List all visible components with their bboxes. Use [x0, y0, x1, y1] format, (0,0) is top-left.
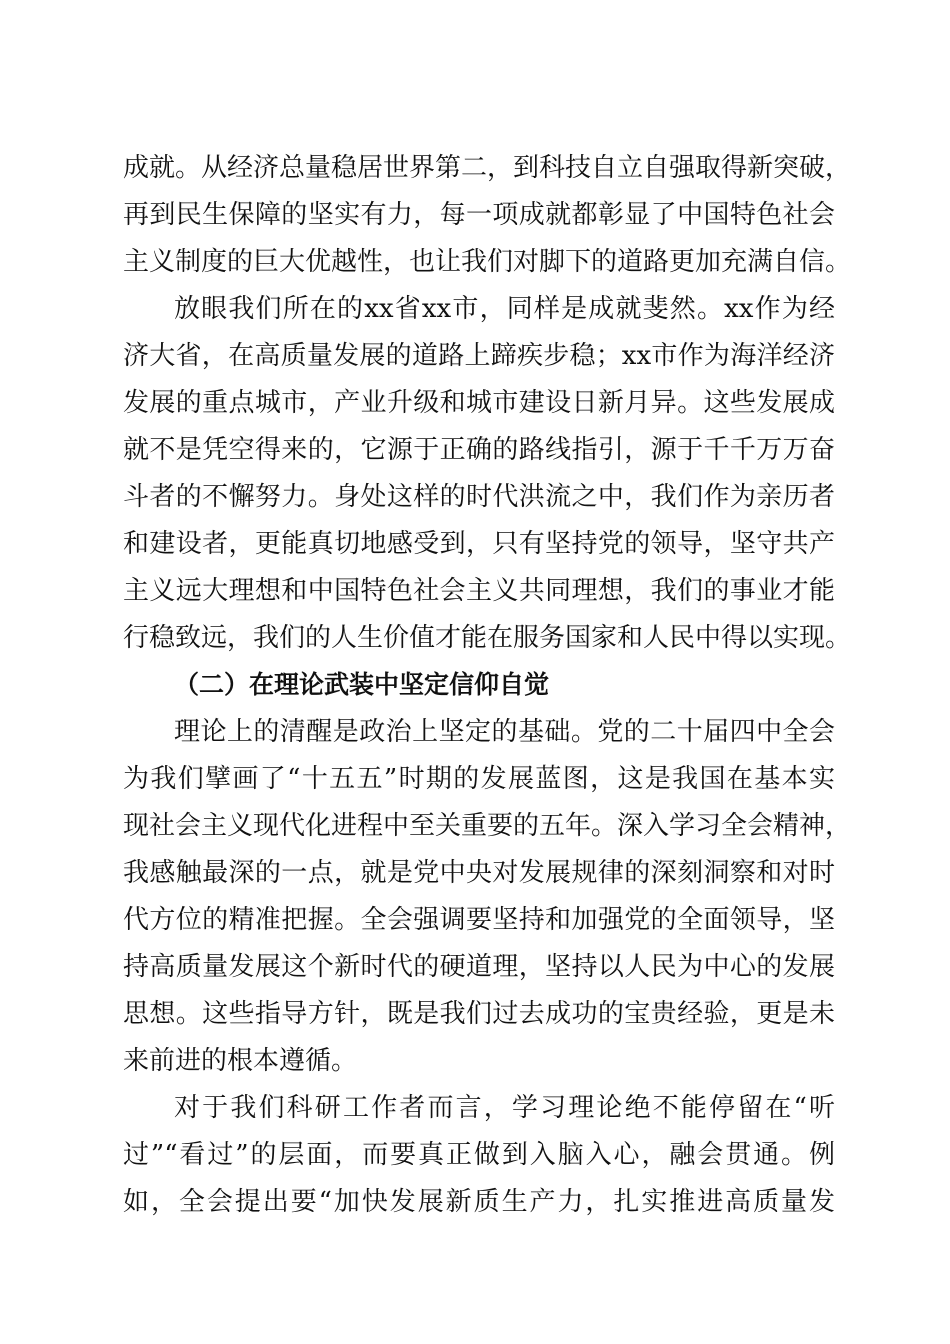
- paragraph-line: 行稳致远，我们的人生价值才能在服务国家和人民中得以实现。: [123, 623, 852, 653]
- paragraph-line: 济大省，在高质量发展的道路上蹄疾步稳；xx市作为海洋经济: [123, 341, 835, 371]
- paragraph-line: 就不是凭空得来的，它源于正确的路线指引，源于千千万万奋: [123, 435, 835, 465]
- paragraph-line: 我感触最深的一点，就是党中央对发展规律的深刻洞察和对时: [123, 858, 835, 888]
- paragraph-line: 主义远大理想和中国特色社会主义共同理想，我们的事业才能: [123, 576, 835, 606]
- paragraph-line: 代方位的精准把握。全会强调要坚持和加强党的全面领导，坚: [123, 905, 835, 935]
- section-heading: （二）在理论武装中坚定信仰自觉: [174, 670, 550, 699]
- paragraph-line: 持高质量发展这个新时代的硬道理，坚持以人民为中心的发展: [123, 952, 835, 982]
- paragraph-line: 过”“看过”的层面，而要真正做到入脑入心，融会贯通。例: [123, 1140, 835, 1170]
- paragraph-line: 为我们擘画了“十五五”时期的发展蓝图，这是我国在基本实: [123, 764, 835, 794]
- paragraph-line: 放眼我们所在的xx省xx市，同样是成就斐然。xx作为经: [174, 294, 835, 324]
- paragraph-line: 和建设者，更能真切地感受到，只有坚持党的领导，坚守共产: [123, 529, 835, 559]
- paragraph-line: 来前进的根本遵循。: [123, 1046, 358, 1076]
- paragraph-line: 再到民生保障的坚实有力，每一项成就都彰显了中国特色社会: [123, 200, 835, 230]
- paragraph-line: 理论上的清醒是政治上坚定的基础。党的二十届四中全会: [174, 717, 835, 747]
- paragraph-line: 如，全会提出要“加快发展新质生产力，扎实推进高质量发: [123, 1187, 835, 1217]
- paragraph-line: 主义制度的巨大优越性，也让我们对脚下的道路更加充满自信。: [123, 247, 852, 277]
- paragraph-line: 成就。从经济总量稳居世界第二，到科技自立自强取得新突破，: [123, 153, 852, 183]
- paragraph-line: 斗者的不懈努力。身处这样的时代洪流之中，我们作为亲历者: [123, 482, 835, 512]
- paragraph-line: 思想。这些指导方针，既是我们过去成功的宝贵经验，更是未: [123, 999, 835, 1029]
- paragraph-line: 对于我们科研工作者而言，学习理论绝不能停留在“听: [174, 1093, 835, 1123]
- paragraph-line: 发展的重点城市，产业升级和城市建设日新月异。这些发展成: [123, 388, 835, 418]
- paragraph-line: 现社会主义现代化进程中至关重要的五年。深入学习全会精神，: [123, 811, 852, 841]
